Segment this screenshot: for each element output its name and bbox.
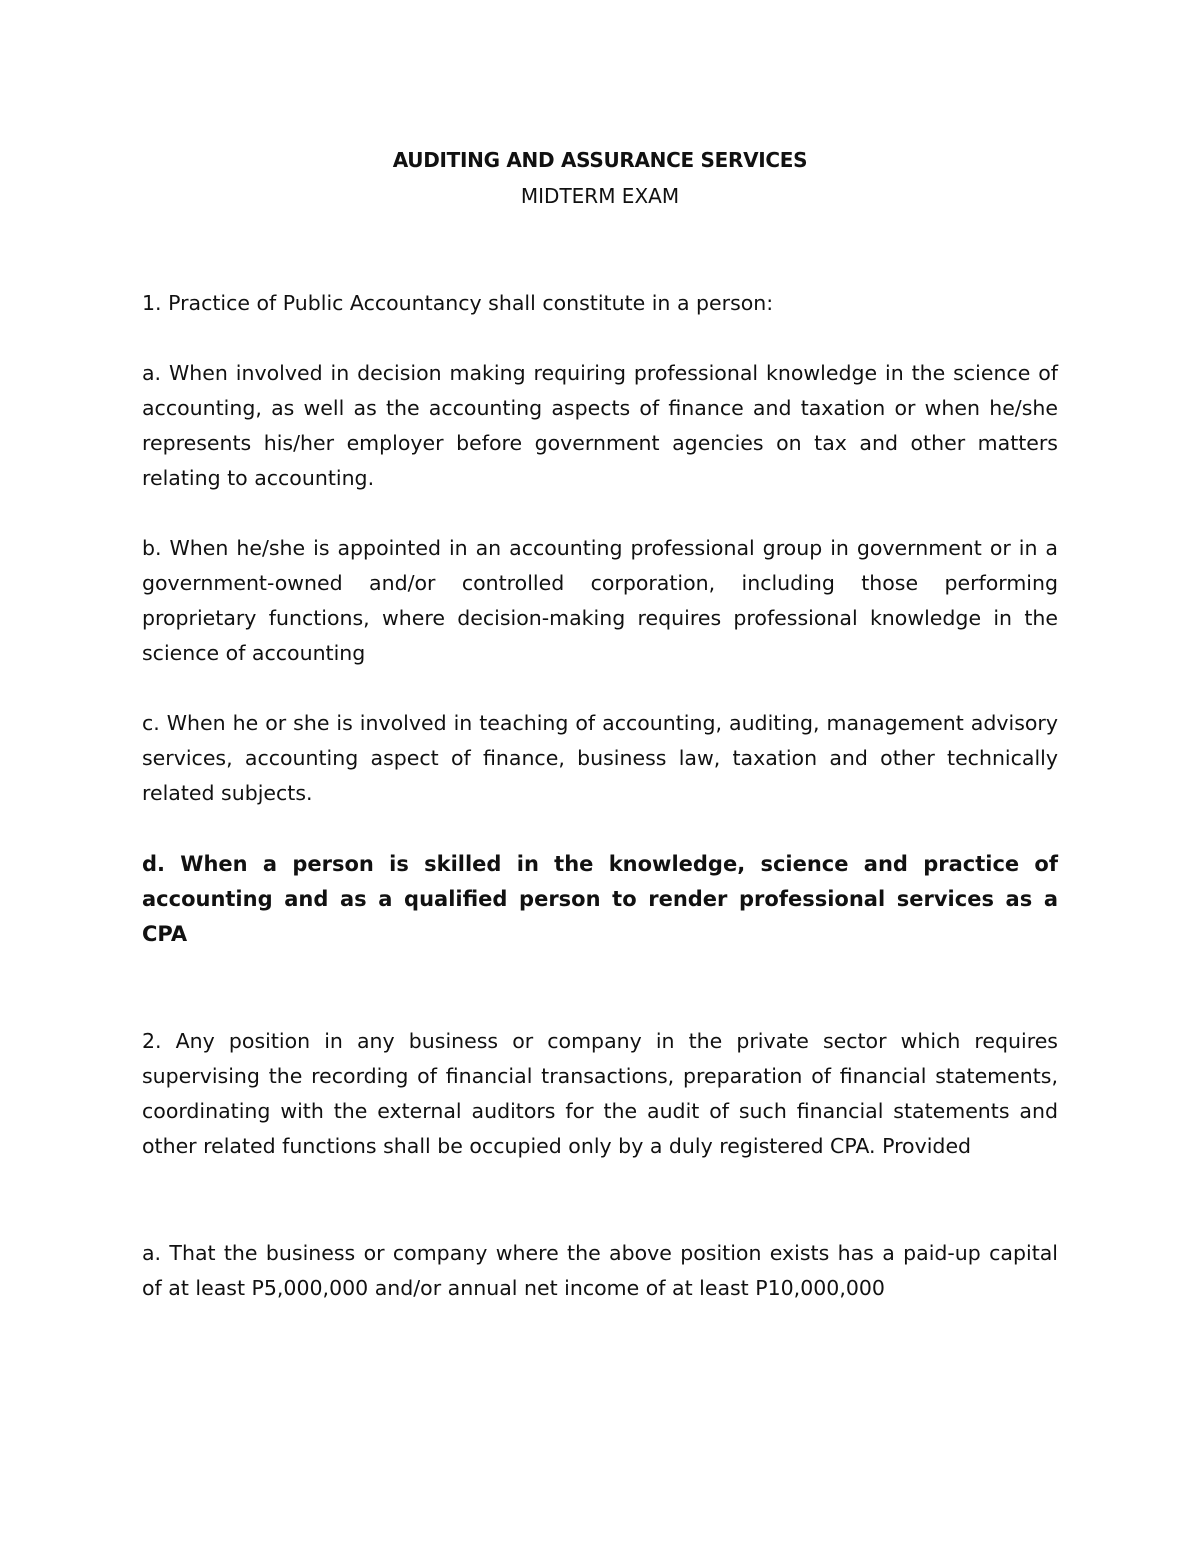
question-1-option-d-answer: d. When a person is skilled in the knowledge, science and practice of accounting and as a qualified person to render professional services as a CPA xyxy=(142,852,1058,946)
question-2-option-a: a. That the business or company where the above position exists has a paid-up capital of at least P5,000,000 and/or annual net income of at least P10,000,000 xyxy=(142,1241,1058,1300)
question-1-option-b: b. When he/she is appointed in an accounting professional group in government or in a government-owned and/or controlled corporation, including those performing proprietary functions, where decision-making requires professional knowledge in the science of accounting xyxy=(142,536,1058,665)
question-1-stem: 1. Practice of Public Accountancy shall constitute in a person: xyxy=(142,291,774,315)
document-title: AUDITING AND ASSURANCE SERVICES xyxy=(392,148,808,172)
question-2-stem: 2. Any position in any business or company in the private sector which requires supervising the recording of financial transactions, preparation of financial statements, coordinating with the external auditors for the audit of such financial statements and other related functions shall be occupied only by a duly registered CPA. Provided xyxy=(142,1029,1058,1158)
document-subtitle: MIDTERM EXAM xyxy=(520,184,680,208)
question-1-option-a: a. When involved in decision making requiring professional knowledge in the science of accounting, as well as the accounting aspects of finance and taxation or when he/she represents his/her employer before government agencies on tax and other matters relating to accounting. xyxy=(142,361,1058,490)
question-1-option-c: c. When he or she is involved in teaching of accounting, auditing, management advisory services, accounting aspect of finance, business law, taxation and other technically related subjects. xyxy=(142,711,1058,805)
